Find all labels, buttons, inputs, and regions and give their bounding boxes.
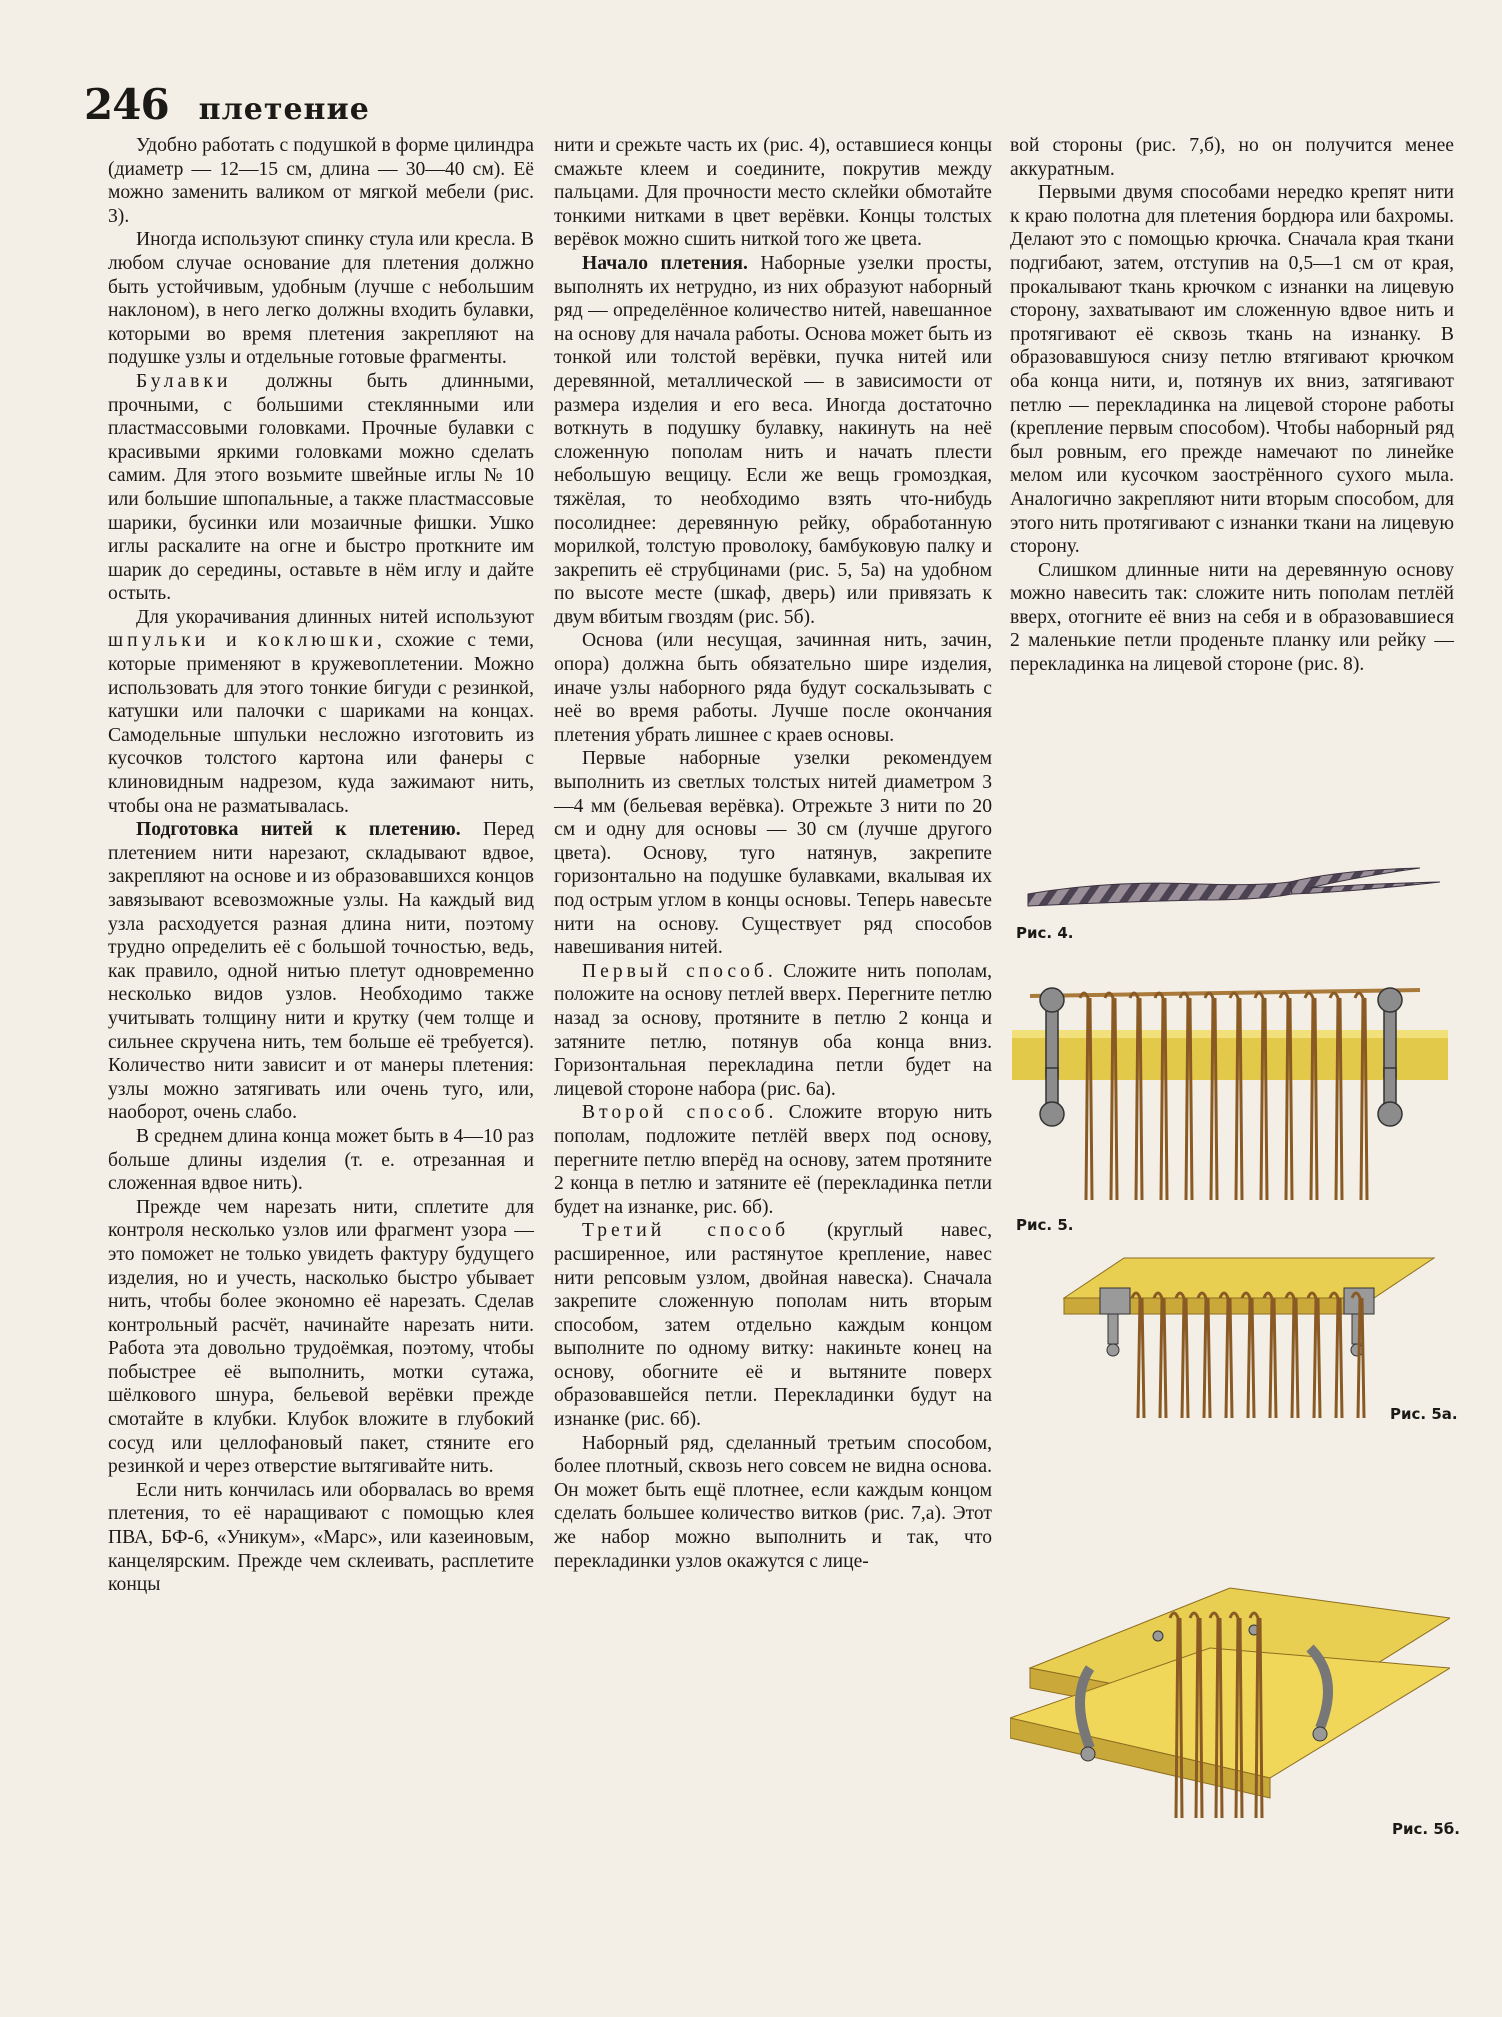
thread-strand	[1205, 993, 1217, 1200]
thread-strand	[1105, 993, 1117, 1200]
spaced-term: шпульки и коклюшки	[108, 630, 377, 652]
thread-strand	[1230, 993, 1242, 1200]
paragraph	[554, 747, 992, 959]
thread-strand	[1080, 993, 1092, 1200]
paragraph-text: Перед плетением нити нарезают, складывают вдвое, закрепляют на основе и из образовавшихся концов завязывают всевозможные узлы. На каждый вид узла расходуется разная длина нити, поэтому трудно определить её с большой точностью, ведь, как правило, одной нитью плетут одновременно несколько видов узлов. Необходимо также учитывать толщину нити и крутку (чем толще и сильнее скручена нить, тем больше её требуется). Количество нити зависит и от манеры плетения: узлы можно затягивать или очень туго, или, наоборот, очень слабо.	[108, 819, 534, 1124]
text-column-1	[108, 134, 534, 1597]
paragraph	[554, 1219, 992, 1431]
paragraph-text: Иногда используют спинку стула или кресла. В любом случае основание для плетения должно быть устойчивым, удобным (лучше с небольшим наклоном), в него легко должны входить булавки, которыми во время плетения закрепляют на подушке узлы и отдельные готовые фрагменты.	[108, 229, 534, 369]
paragraph	[554, 960, 992, 1102]
paragraph-text: Слишком длинные нити на деревянную основу можно навесить так: сложите нить пополам петлёй вверх, отогните её вниз на себя и в образовавшиеся 2 маленькие петли проденьте планку или рейку — перекладинка на лицевой стороне (рис. 8).	[1010, 559, 1454, 676]
paragraph	[108, 370, 534, 606]
text-column-2	[554, 134, 992, 1573]
text-column-3	[1010, 134, 1454, 677]
figure-5a-board-illustration	[1044, 1248, 1448, 1428]
paragraph	[108, 1125, 534, 1196]
thread-strand	[1355, 993, 1367, 1200]
paragraph-text: Удобно работать с подушкой в форме цилиндра (диаметр — 12—15 см, длина — 30—40 см). Её можно заменить валиком от мягкой мебели (рис. 3).	[108, 135, 534, 227]
page-number: 246	[84, 80, 169, 129]
paragraph	[554, 1101, 992, 1219]
thread-strand	[1180, 993, 1192, 1200]
paragraph	[554, 134, 992, 252]
figure-5b-board-illustration	[1010, 1548, 1450, 1848]
paragraph-text: должны быть длинными, прочными, с большими стеклянными или пластмассовыми головками. Прочные булавки с красивыми яркими головками можно сделать самим. Для этого возьмите швейные иглы № 10 или большие шпопальные, а также пластмассовые шарики, бусинки или мозаичные фишки. Ушко иглы раскалите на огне и быстро проткните им шарик до середины, оставьте в нём иглу и дайте остыть.	[108, 370, 534, 605]
paragraph	[108, 606, 534, 818]
paragraph-text: . Сложите нить пополам, положите на основу петлей вверх. Перегните петлю назад за основу, протяните в петлю 2 конца и затяните петлю, потянув оба конца вниз. Горизонтальная перекладина петли будет на лицевой стороне набора (рис. 6а).	[554, 960, 992, 1100]
paragraph	[108, 228, 534, 370]
figure-5a-caption: Рис. 5а.	[1390, 1405, 1458, 1423]
paragraph-text: Для укорачивания длинных нитей используют	[136, 606, 534, 628]
paragraph-text: Наборные узелки просты, выполнять их нетрудно, из них образуют наборный ряд — определённое количество нитей, навешанное на основу для начала работы. Основа может быть из тонкой или толстой верёвки, пучка нитей или деревянной, металлической — в зависимости от размера изделия и его веса. Иногда достаточно воткнуть в подушку булавку, накинуть на неё сложенную пополам нить и начать плести небольшую вещицу. Если же вещь громоздкая, тяжёлая, то необходимо взять что-нибудь посолиднее: деревянную рейку, обработанную морилкой, толстую проволоку, бамбуковую палку и закрепить её струбцинами (рис. 5, 5а) на удобном по высоте месте (шкаф, дверь) или привязать к двум вбитым гвоздям (рис. 5б).	[554, 252, 993, 628]
paragraph-text: нити и срежьте часть их (рис. 4), оставшиеся концы смажьте клеем и соедините, покрутив между пальцами. Для прочности место склейки обмотайте тонкими нитками в цвет верёвки. Концы толстых верёвок можно сшить ниткой того же цвета.	[554, 135, 992, 251]
spaced-term: Булавки	[136, 370, 232, 392]
thread-strand	[1280, 993, 1292, 1200]
thread-strand	[1130, 993, 1142, 1200]
spaced-term: Второй способ	[582, 1102, 769, 1124]
figure-5b-caption: Рис. 5б.	[1392, 1820, 1460, 1838]
paragraph	[1010, 134, 1454, 181]
paragraph	[554, 629, 992, 747]
paragraph	[1010, 559, 1454, 677]
section-title: плетение	[198, 92, 370, 127]
paragraph	[108, 134, 534, 228]
paragraph-text: (круглый навес, расширенное, или растянутое крепление, навес нити репсовым узлом, двойная навеска). Сначала закрепите сложенную пополам нить вторым способом, затем отдельно каждым концом выполните по одному витку: накиньте конец на основу, обогните её и вытяните поверх образовавшейся петли. Перекладинки будут на изнанке (рис. 6б).	[554, 1220, 992, 1431]
thread-strand	[1330, 993, 1342, 1200]
paragraph	[108, 1196, 534, 1479]
paragraph-text: Наборный ряд, сделанный третьим способом, более плотный, сквозь него совсем не видна основа. Он может быть ещё плотнее, если каждым концом сделать большее количество витков (рис. 7,а). Этот же набор можно выполнить и так, что перекладинки узлов окажутся с лице-	[554, 1432, 992, 1572]
paragraph-text: Основа (или несущая, зачинная нить, зачин, опора) должна быть обязательно шире изделия, иначе узлы наборного ряда будут соскальзывать с неё во время работы. Лучше после окончания плетения убрать лишнее с краев основы.	[554, 630, 992, 746]
figure-4-caption: Рис. 4.	[1016, 924, 1074, 942]
paragraph	[1010, 181, 1454, 559]
paragraph-heading: Начало плетения.	[582, 252, 748, 274]
paragraph-text: Прежде чем нарезать нити, сплетите для контроля несколько узлов или фрагмент узора — это поможет не только увидеть фактуру будущего изделия, но и учесть, насколько быстро убывает нить, чтобы более экономно её нарезать. Сделав контрольный расчёт, начинайте нарезать нити. Работа эта довольно трудоёмкая, поэтому, чтобы побыстрее её выполнить, мотки сутажа, шёлкового шнура, бельевой верёвки прежде смотайте в клубки. Клубок вложите в глубокий сосуд или целлофановый пакет, стяните его резинкой и через отверстие вытягивайте нить.	[108, 1196, 534, 1478]
paragraph	[108, 1479, 534, 1597]
figure-5-caption: Рис. 5.	[1016, 1216, 1074, 1234]
paragraph-text: . Сложите вторую нить пополам, подложите петлёй вверх под основу, перегните петлю вперёд на основу, затем протяните 2 конца в петлю и затяните её (перекладинка петли будет на изнанке, рис. 6б).	[554, 1102, 993, 1218]
paragraph-text: Первыми двумя способами нередко крепят нити к краю полотна для плетения бордюра или бахромы. Делают это с помощью крючка. Сначала края ткани подгибают, затем, отступив на 0,5—1 см от края, прокалывают ткань крючком с изнанки на лицевую сторону, захватывают им сложенную вдвое нить и протягивают её сквозь ткань на изнанку. В образовавшуюся снизу петлю втягивают крючком оба конца нити, и, потянув их вниз, затягивают петлю — перекладинка на лицевой стороне работы (крепление первым способом). Чтобы наборный ряд был ровным, его прежде намечают по линейке мелом или кусочком заострённого сухого мыла. Аналогично закрепляют нити вторым способом, для этого нить протягивают с изнанки ткани на лицевую сторону.	[1010, 182, 1454, 558]
figure-5-clamp-illustration	[1010, 968, 1450, 1208]
thread-strand	[1255, 993, 1267, 1200]
paragraph-text: , схожие с теми, которые применяют в кружевоплетении. Можно использовать для этого тонкие бигуди с резинкой, катушки или палочки с шариками на концах. Самодельные шпульки несложно изготовить из кусочков толстого картона или фанеры с клиновидным надрезом, куда зажимают нить, чтобы она не разматывалась.	[108, 630, 535, 817]
paragraph-text: вой стороны (рис. 7,б), но он получится менее аккуратным.	[1010, 135, 1454, 180]
thread-strand	[1155, 993, 1167, 1200]
spaced-term: Первый способ	[582, 960, 768, 982]
figure-4-rope-illustration	[1020, 848, 1460, 918]
paragraph	[554, 252, 992, 630]
paragraph-text: Если нить кончилась или оборвалась во время плетения, то её наращивают с помощью клея ПВА, БФ-6, «Уникум», «Марс», или казеиновым, канцелярским. Прежде чем склеивать, расплетите концы	[108, 1479, 534, 1596]
paragraph-text: Первые наборные узелки рекомендуем выполнить из светлых толстых нитей диаметром 3—4 мм (бельевая верёвка). Отрежьте 3 нити по 20 см и одну для основы — 30 см (лучше другого цвета). Основу, туго натянув, закрепите горизонтально на подушке булавками, вкалывая их под острым углом в концы основы. Теперь навесьте нити на основу. Существует ряд способов навешивания нитей.	[554, 748, 992, 959]
spaced-term: Третий способ	[582, 1220, 790, 1242]
paragraph	[108, 818, 534, 1125]
paragraph-text: В среднем длина конца может быть в 4—10 раз больше длины изделия (т. е. отрезанная и сложенная вдвое нить).	[108, 1125, 534, 1195]
paragraph	[554, 1432, 992, 1574]
paragraph-heading: Подготовка нитей к плетению.	[136, 819, 461, 841]
thread-strand	[1305, 993, 1317, 1200]
page-header	[84, 80, 370, 129]
